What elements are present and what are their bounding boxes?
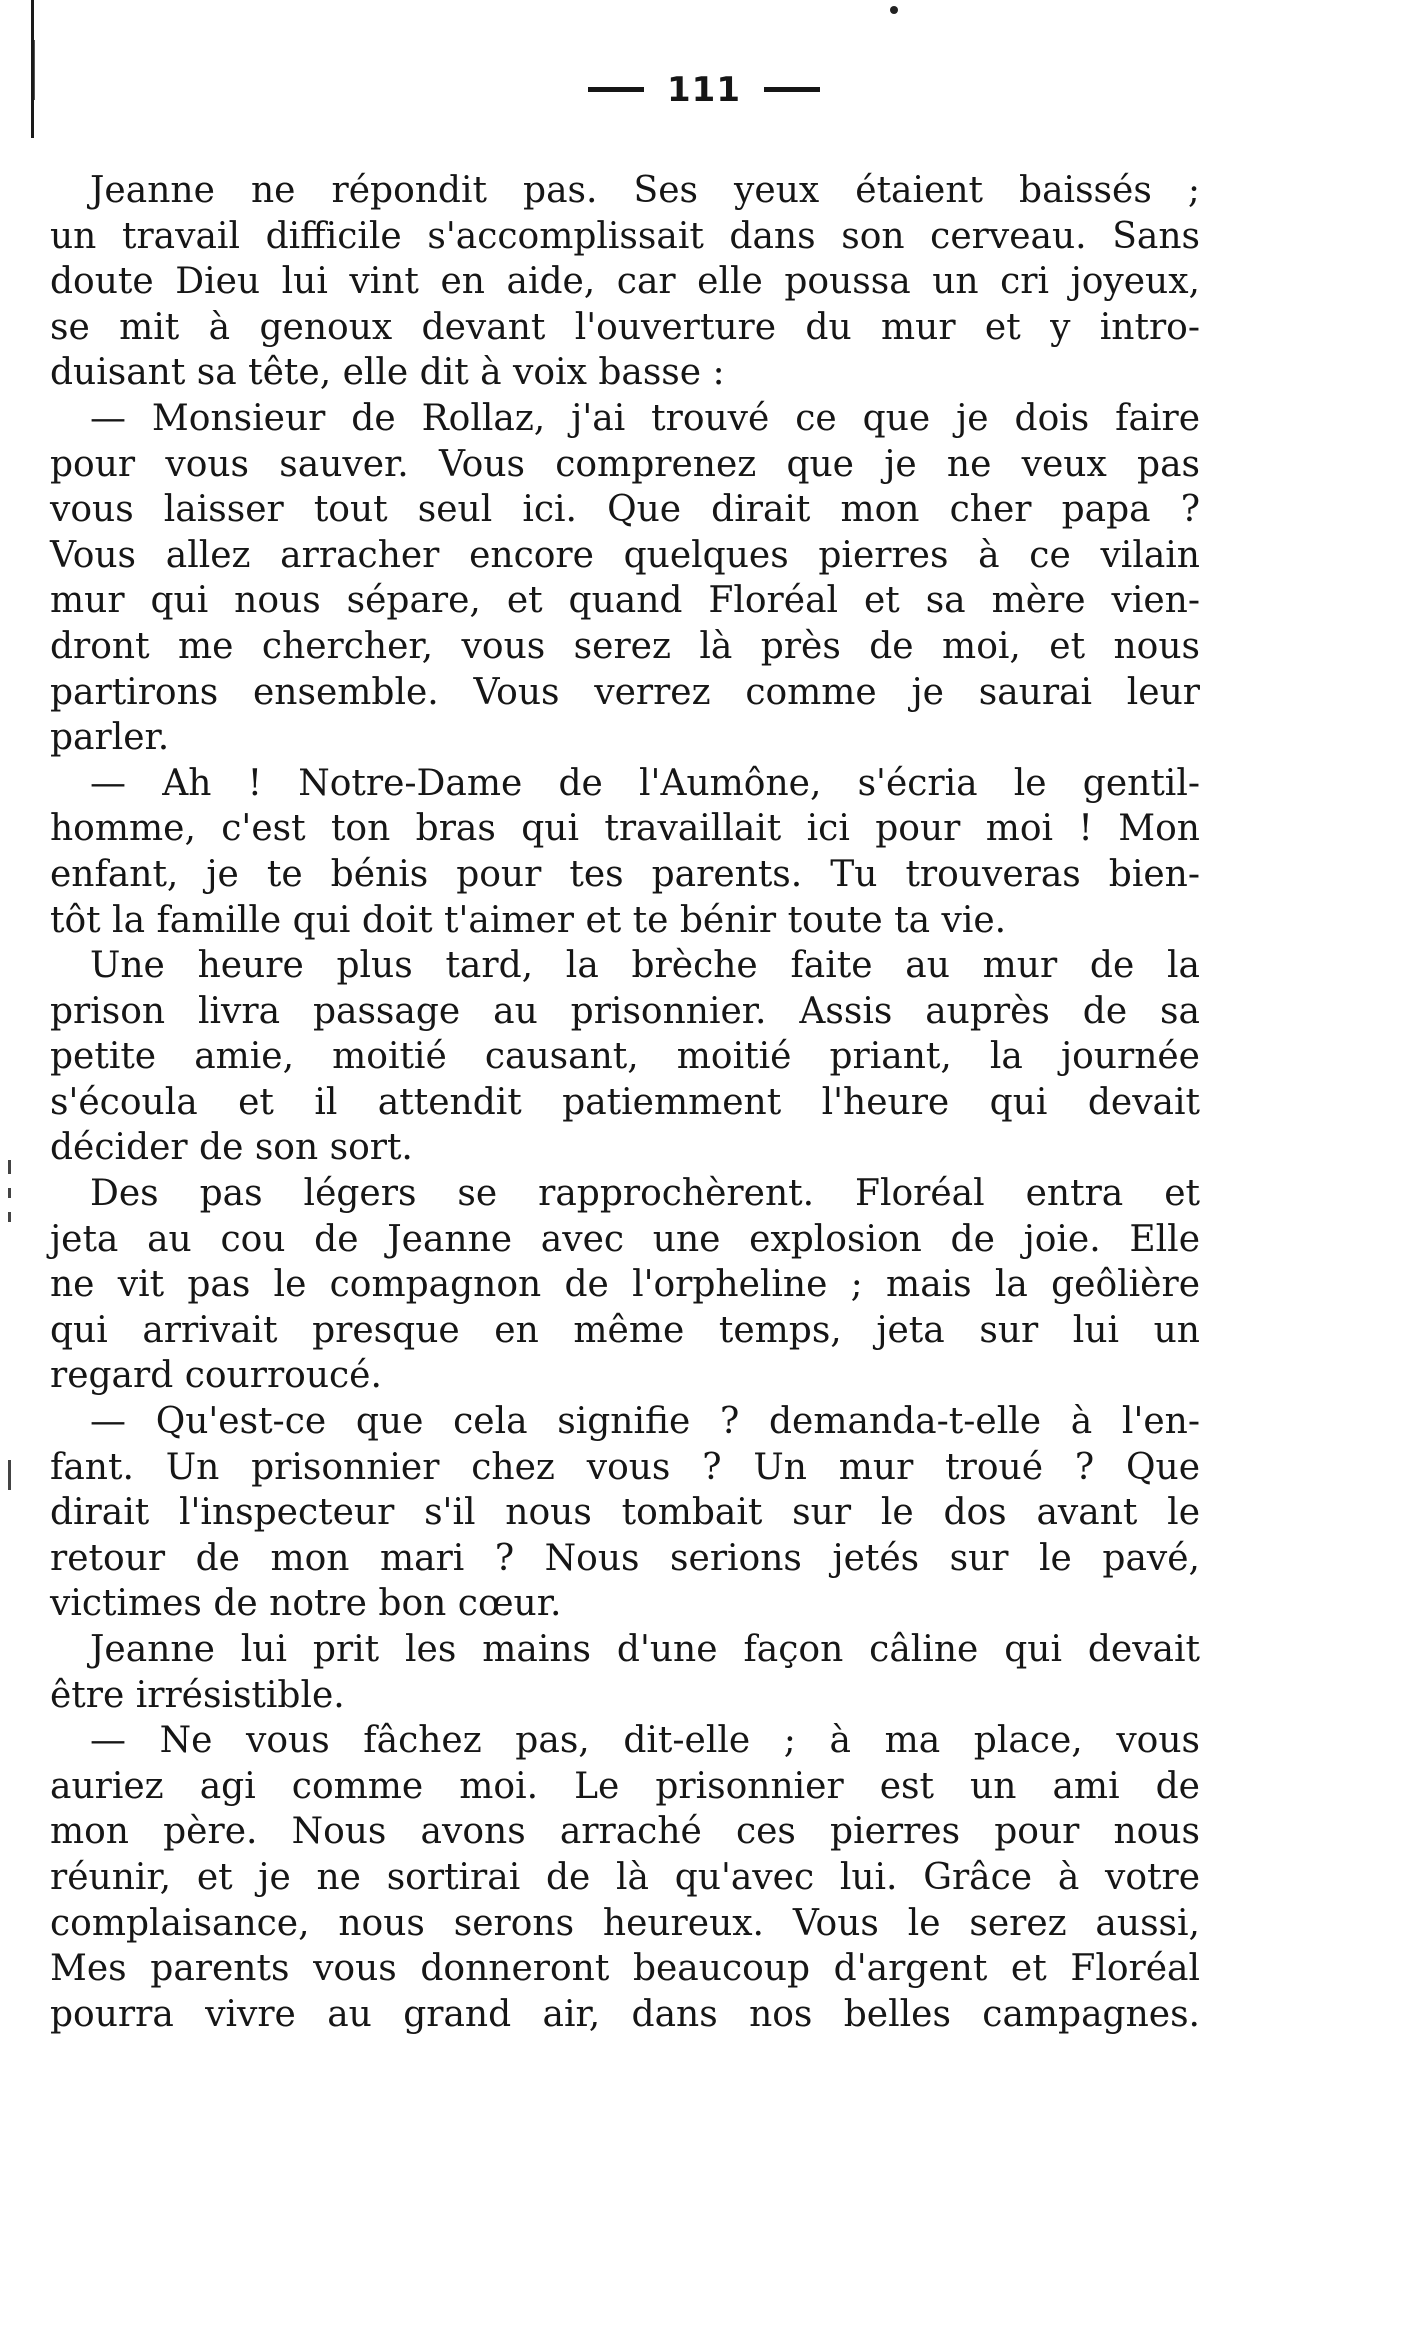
text-line: complaisance, nous serons heureux. Vous le serez aussi, (50, 1902, 1200, 1944)
text-line: Jeanne ne répondit pas. Ses yeux étaient baissés ; (90, 170, 1200, 211)
text-line: mon père. Nous avons arraché ces pierres pour nous (50, 1811, 1200, 1853)
ink-dot (890, 6, 898, 14)
text-line: fant. Un prisonnier chez vous ? Un mur troué ? Que (50, 1446, 1200, 1488)
margin-speck (8, 1212, 11, 1222)
text-line: Mes parents vous donneront beaucoup d'argent et Floréal (50, 1948, 1200, 1990)
body-text (50, 168, 1200, 2037)
text-line: duisant sa tête, elle dit à voix basse : (50, 352, 725, 394)
text-line: prison livra passage au prisonnier. Assis auprès de sa (50, 990, 1200, 1032)
text-line: Jeanne lui prit les mains d'une façon câline qui devait (90, 1629, 1200, 1670)
text-line: Vous allez arracher encore quelques pierres à ce vilain (50, 534, 1200, 576)
text-line: réunir, et je ne sortirai de là qu'avec lui. Grâce à votre (50, 1856, 1200, 1898)
text-line: ne vit pas le compagnon de l'orpheline ; mais la geôlière (50, 1264, 1200, 1306)
text-line: qui arrivait presque en même temps, jeta sur lui un (50, 1309, 1200, 1351)
text-line: regard courroucé. (50, 1355, 382, 1397)
header-dash-left (588, 87, 644, 92)
text-line: être irrésistible. (50, 1674, 345, 1716)
text-line: décider de son sort. (50, 1127, 413, 1169)
header-dash-right (764, 87, 820, 92)
margin-speck (8, 1188, 11, 1198)
text-line: un travail difficile s'accomplissait dans son cerveau. Sans (50, 215, 1200, 257)
text-line: Une heure plus tard, la brèche faite au mur de la (90, 945, 1200, 987)
text-line: Des pas légers se rapprochèrent. Floréal entra et (90, 1173, 1200, 1215)
text-line: homme, c'est ton bras qui travaillait ici pour moi ! Mon (50, 808, 1200, 850)
text-line: tôt la famille qui doit t'aimer et te bénir toute ta vie. (50, 899, 1007, 941)
page-number: 111 (667, 70, 741, 110)
text-line: se mit à genoux devant l'ouverture du mur et y intro- (50, 306, 1200, 348)
text-line: vous laisser tout seul ici. Que dirait mon cher papa ? (50, 489, 1200, 531)
text-line: pour vous sauver. Vous comprenez que je ne veux pas (50, 443, 1200, 485)
text-line: — Qu'est-ce que cela signifie ? demanda-t-elle à l'en- (90, 1401, 1200, 1443)
text-line: dirait l'inspecteur s'il nous tombait sur le dos avant le (50, 1492, 1200, 1534)
text-line: retour de mon mari ? Nous serions jetés sur le pavé, (50, 1537, 1200, 1579)
page-header (0, 70, 1408, 110)
text-line: mur qui nous sépare, et quand Floréal et sa mère vien- (50, 580, 1200, 622)
text-line: jeta au cou de Jeanne avec une explosion de joie. Elle (50, 1218, 1200, 1260)
text-line: parler. (50, 717, 170, 759)
text-line: victimes de notre bon cœur. (50, 1583, 562, 1625)
text-line: enfant, je te bénis pour tes parents. Tu trouveras bien- (50, 853, 1200, 895)
text-line: — Monsieur de Rollaz, j'ai trouvé ce que je dois faire (90, 397, 1200, 439)
text-line: petite amie, moitié causant, moitié priant, la journée (50, 1036, 1200, 1078)
text-line: partirons ensemble. Vous verrez comme je saurai leur (50, 671, 1200, 713)
text-line: doute Dieu lui vint en aide, car elle poussa un cri joyeux, (50, 261, 1200, 303)
text-line: — Ah ! Notre-Dame de l'Aumône, s'écria le gentil- (90, 762, 1200, 804)
text-line: dront me chercher, vous serez là près de moi, et nous (50, 625, 1200, 667)
margin-speck (8, 1160, 11, 1174)
text-line: s'écoula et il attendit patiemment l'heure qui devait (50, 1081, 1200, 1123)
text-line: — Ne vous fâchez pas, dit-elle ; à ma place, vous (90, 1720, 1200, 1762)
text-line: pourra vivre au grand air, dans nos belles campagnes. (50, 1993, 1200, 2035)
margin-speck (8, 1460, 11, 1490)
text-line: auriez agi comme moi. Le prisonnier est un ami de (50, 1765, 1200, 1807)
